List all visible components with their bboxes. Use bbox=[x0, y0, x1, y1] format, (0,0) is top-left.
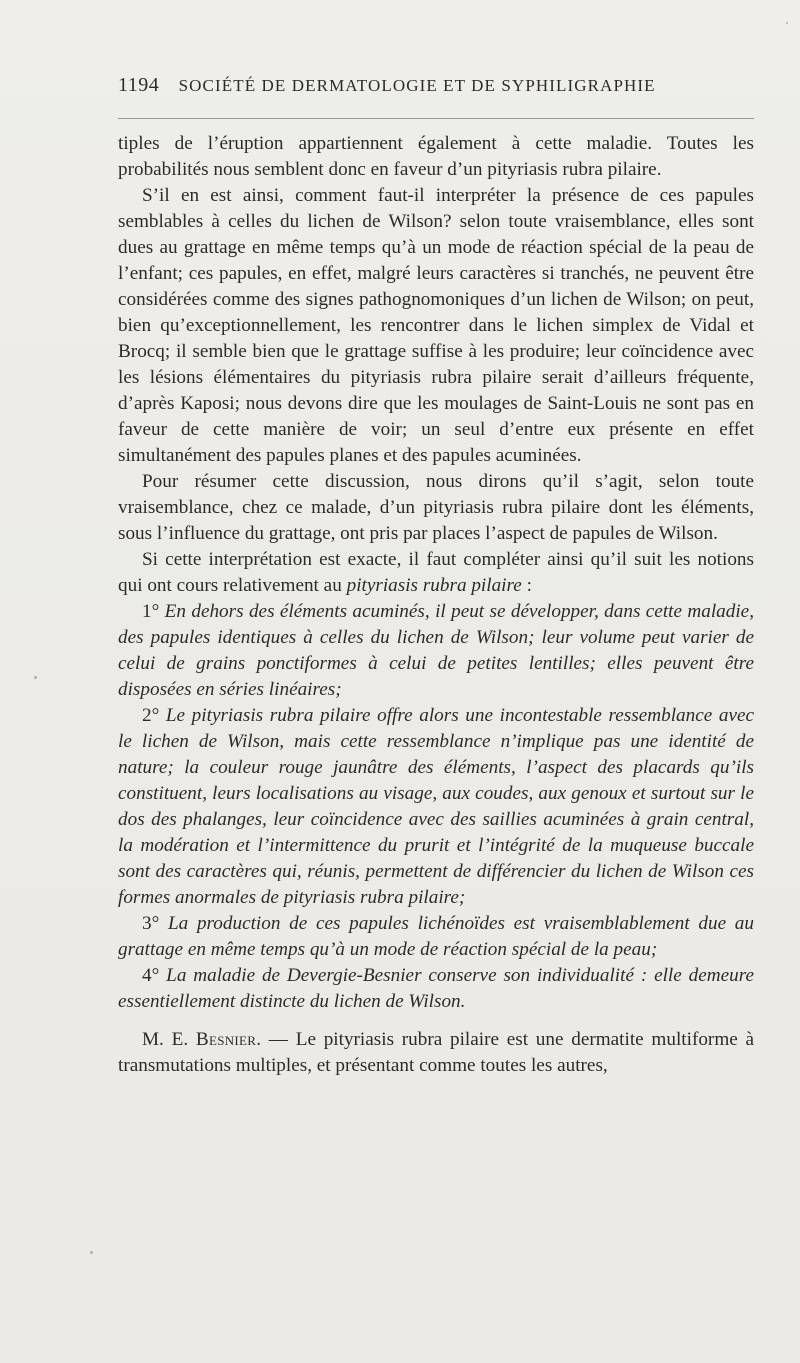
conclusion-item-4-text: La maladie de Devergie-Besnier conserve son individualité : elle demeure essentiellement distincte du lichen de Wilson. bbox=[118, 965, 754, 1012]
paragraph-conclusions-intro bbox=[118, 547, 754, 599]
conclusion-item-3-text: La production de ces papules lichénoïdes est vraisemblablement due au grattage en même temps qu’à un mode de réaction spécial de la peau; bbox=[118, 913, 754, 960]
conclusion-item-1 bbox=[118, 599, 754, 703]
speaker-prefix: M. E. bbox=[142, 1029, 196, 1050]
paper-speck bbox=[786, 22, 788, 24]
conclusion-item-2 bbox=[118, 703, 754, 911]
speaker-name: Besnier bbox=[195, 1029, 257, 1050]
paragraph-continuation: tiples de l’éruption appartiennent également à cette maladie. Toutes les probabilités nous semblent donc en faveur d’un pityriasis rubra pilaire. bbox=[118, 133, 754, 180]
paragraph-besnier-remark bbox=[118, 1027, 754, 1079]
section-gap bbox=[118, 1015, 754, 1027]
conclusions-intro-text: Si cette interprétation est exacte, il faut compléter ainsi qu’il suit les notions qui ont cours relativement au bbox=[118, 549, 754, 596]
conclusion-item-3-number: 3° bbox=[142, 913, 160, 934]
running-head bbox=[118, 74, 758, 106]
conclusion-item-1-text: En dehors des éléments acuminés, il peut se développer, dans cette maladie, des papules identiques à celles du lichen de Wilson; leur volume peut varier de celui de grains ponctiformes à celui de petites lentilles; elles peuvent être disposées en séries linéaires; bbox=[118, 601, 754, 700]
header-rule bbox=[118, 118, 754, 119]
page-number: 1194 bbox=[118, 74, 160, 96]
conclusion-item-3 bbox=[118, 911, 754, 963]
conclusion-item-1-number: 1° bbox=[142, 601, 160, 622]
conclusion-item-2-number: 2° bbox=[142, 705, 160, 726]
conclusion-item-4 bbox=[118, 963, 754, 1015]
paper-speck bbox=[34, 676, 37, 679]
conclusions-intro-term: pityriasis rubra pilaire bbox=[346, 575, 522, 596]
paper-speck bbox=[90, 1251, 93, 1254]
besnier-remark-text: . — Le pityriasis rubra pilaire est une dermatite multiforme à transmutations multiples, et présentant comme toutes les autres, bbox=[118, 1029, 755, 1076]
body-text bbox=[118, 131, 754, 1079]
running-title: SOCIÉTÉ DE DERMATOLOGIE ET DE SYPHILIGRAPHIE bbox=[178, 76, 656, 95]
paragraph-interpretation: S’il en est ainsi, comment faut-il interpréter la présence de ces papules semblables à celles du lichen de Wilson? selon toute vraisemblance, elles sont dues au grattage en même temps qu’à un mode de réaction spécial de la peau de l’enfant; ces papules, en effet, malgré leurs caractères si tranchés, ne peuvent être considérées comme des signes pathognomoniques d’un lichen de Wilson; on peut, bien qu’exceptionnellement, les rencontrer dans le lichen simplex de Vidal et Brocq; il semble bien que le grattage suffise à les produire; leur coïncidence avec les lésions élémentaires du pityriasis rubra pilaire serait d’ailleurs fréquente, d’après Kaposi; nous devons dire que les moulages de Saint-Louis ne sont pas en faveur de cette manière de voir; un seul d’entre eux présente en effet simultanément des papules planes et des papules acuminées. bbox=[118, 185, 754, 466]
conclusion-item-4-number: 4° bbox=[142, 965, 160, 986]
conclusion-item-2-text: Le pityriasis rubra pilaire offre alors une incontestable ressemblance avec le lichen de Wilson, mais cette ressemblance n’implique pas une identité de nature; la couleur rouge jaunâtre des éléments, l’aspect des placards qu’ils constituent, leurs localisations au visage, aux coudes, aux genoux et surtout sur le dos des phalanges, leur coïncidence avec des saillies acuminées à grain central, la modération et l’intermittence du prurit et l’intégrité de la muqueuse buccale sont des caractères qui, réunis, permettent de différencier du lichen de Wilson ces formes anormales de pityriasis rubra pilaire; bbox=[118, 705, 754, 908]
conclusions-intro-colon: : bbox=[521, 575, 532, 596]
paragraph-summary: Pour résumer cette discussion, nous dirons qu’il s’agit, selon toute vraisemblance, chez ce malade, d’un pityriasis rubra pilaire dont les éléments, sous l’influence du grattage, ont pris par places l’aspect de papules de Wilson. bbox=[118, 471, 754, 544]
